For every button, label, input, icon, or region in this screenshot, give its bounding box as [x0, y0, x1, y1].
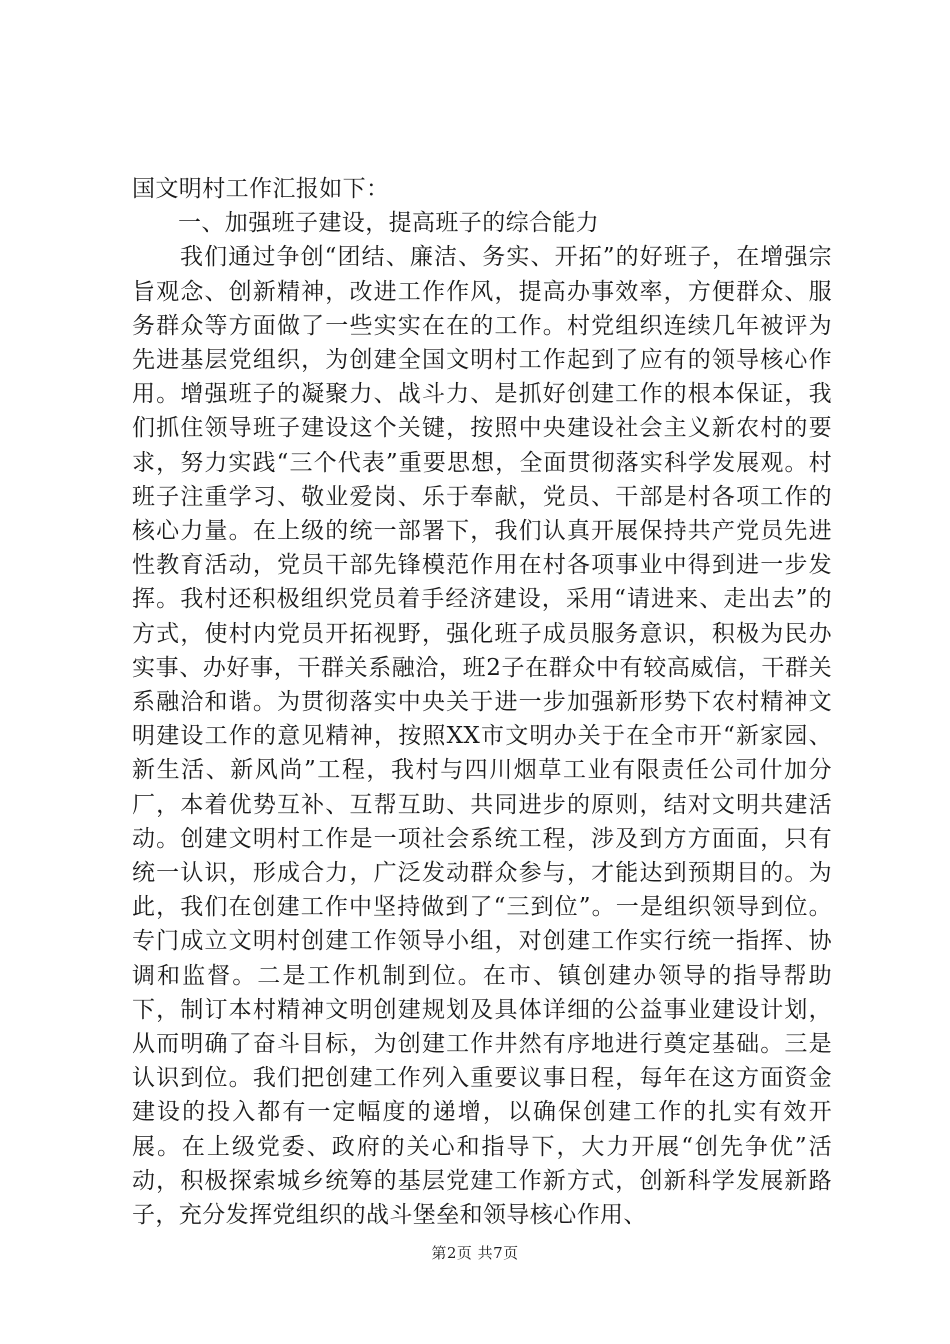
- body-paragraph: 我们通过争创“团结、廉洁、务实、开拓”的好班子，在增强宗旨观念、创新精神，改进工作作风，提高办事效率，方便群众、服务群众等方面做了一些实实在在的工作。村党组织连续几年被评为先进基层党组织，为创建全国文明村工作起到了应有的领导核心作用。增强班子的凝聚力、战斗力、是抓好创建工作的根本保证，我们抓住领导班子建设这个关键，按照中央建设社会主义新农村的要求，努力实践“三个代表”重要思想，全面贯彻落实科学发展观。村班子注重学习、敬业爱岗、乐于奉献，党员、干部是村各项工作的核心力量。在上级的统一部署下，我们认真开展保持共产党员先进性教育活动，党员干部先锋模范作用在村各项事业中得到进一步发挥。我村还积极组织党员着手经济建设，采用“请进来、走出去”的方式，使村内党员开拓视野，强化班子成员服务意识，积极为民办实事、办好事，干群关系融洽，班2子在群众中有较高威信，干群关系融洽和谐。为贯彻落实中央关于进一步加强新形势下农村精神文明建设工作的意见精神，按照XX市文明办关于在全市开“新家园、新生活、新风尚”工程，我村与四川烟草工业有限责任公司什加分厂，本着优势互补、互帮互助、共同进步的原则，结对文明共建活动。创建文明村工作是一项社会系统工程，涉及到方方面面，只有统一认识，形成合力，广泛发动群众参与，才能达到预期目的。为此，我们在创建工作中坚持做到了“三到位”。一是组织领导到位。专门成立文明村创建工作领导小组，对创建工作实行统一指挥、协调和监督。二是工作机制到位。在市、镇创建办领导的指导帮助下，制订本村精神文明创建规划及具体详细的公益事业建设计划，从而明确了奋斗目标，为创建工作井然有序地进行奠定基础。三是认识到位。我们把创建工作列入重要议事日程，每年在这方面资金建设的投入都有一定幅度的递增，以确保创建工作的扎实有效开展。在上级党委、政府的关心和指导下，大力开展“创先争优”活动，积极探索城乡统筹的基层党建工作新方式，创新科学发展新路子，充分发挥党组织的战斗堡垒和领导核心作用、: [132, 244, 832, 1229]
- section-heading: 一、加强班子建设，提高班子的综合能力: [178, 210, 600, 237]
- page-number-footer: 第2页 共7页: [431, 1244, 519, 1262]
- document-body: [132, 172, 832, 1232]
- continuation-line: 国文明村工作汇报如下：: [132, 176, 390, 202]
